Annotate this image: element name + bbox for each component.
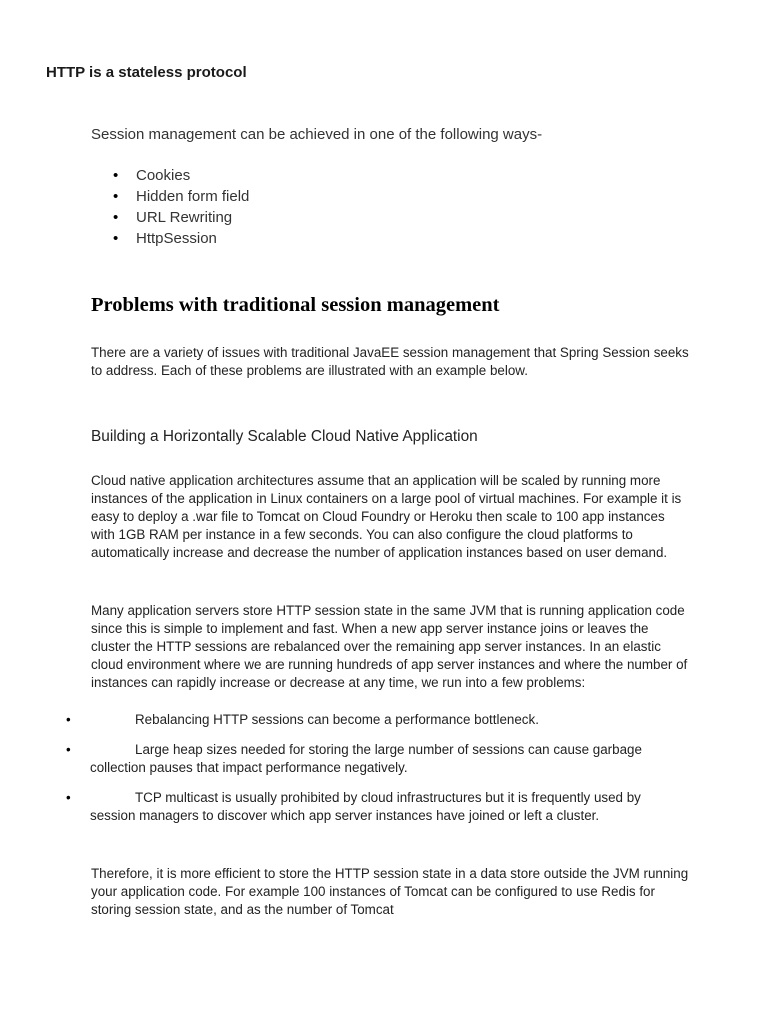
list-item: • URL Rewriting bbox=[91, 207, 249, 228]
list-item: • Cookies bbox=[91, 165, 249, 186]
paragraph-cloud-native: Cloud native application architectures assume that an application will be scaled by running more instances of the application in Linux containers on a large pool of virtual machines. For example it is easy to deploy a .war file to Tomcat on Cloud Foundry or Heroku then scale to 100 app instances with 1GB RAM per instance in a few seconds. You can also configure the cloud platforms to automatically increase and decrease the number of application instances based on user demand. bbox=[91, 473, 682, 560]
problem-text: TCP multicast is usually prohibited by cloud infrastructures but it is frequently used by session managers to discover which app server instances have joined or left a cluster. bbox=[90, 790, 641, 823]
subheading-scalable: Building a Horizontally Scalable Cloud Native Application bbox=[91, 428, 478, 445]
heading-http-stateless: HTTP is a stateless protocol bbox=[46, 64, 247, 81]
list-item bbox=[66, 741, 686, 781]
intro-text: Session management can be achieved in one of the following ways- bbox=[91, 126, 543, 143]
list-item: • HttpSession bbox=[91, 228, 249, 249]
session-ways-list bbox=[91, 165, 249, 249]
heading-problems: Problems with traditional session management bbox=[91, 294, 500, 316]
list-item: • Hidden form field bbox=[91, 186, 249, 207]
bullet-icon: • bbox=[66, 712, 71, 727]
problem-text: Rebalancing HTTP sessions can become a performance bottleneck. bbox=[135, 712, 539, 727]
paragraph-issues: There are a variety of issues with traditional JavaEE session management that Spring Session seeks to address. Each of these problems are illustrated with an example below. bbox=[91, 345, 689, 378]
bullet-icon: • bbox=[66, 742, 71, 757]
paragraph-therefore: Therefore, it is more efficient to store the HTTP session state in a data store outside the JVM running your application code. For example 100 instances of Tomcat can be configured to use Redis for storing session state, and as the number of Tomcat bbox=[91, 866, 689, 917]
bullet-icon: • bbox=[66, 790, 71, 805]
list-item bbox=[66, 711, 686, 731]
paragraph-app-servers: Many application servers store HTTP session state in the same JVM that is running application code since this is simple to implement and fast. When a new app server instance joins or leaves the cluster the HTTP sessions are rebalanced over the remaining app server instances. In an elastic cloud environment where we are running hundreds of app server instances and where the number of instances can rapidly increase or decrease at any time, we run into a few problems: bbox=[91, 603, 688, 690]
problem-text: Large heap sizes needed for storing the large number of sessions can cause garbage collection pauses that impact performance negatively. bbox=[90, 742, 642, 775]
list-item bbox=[66, 789, 686, 845]
